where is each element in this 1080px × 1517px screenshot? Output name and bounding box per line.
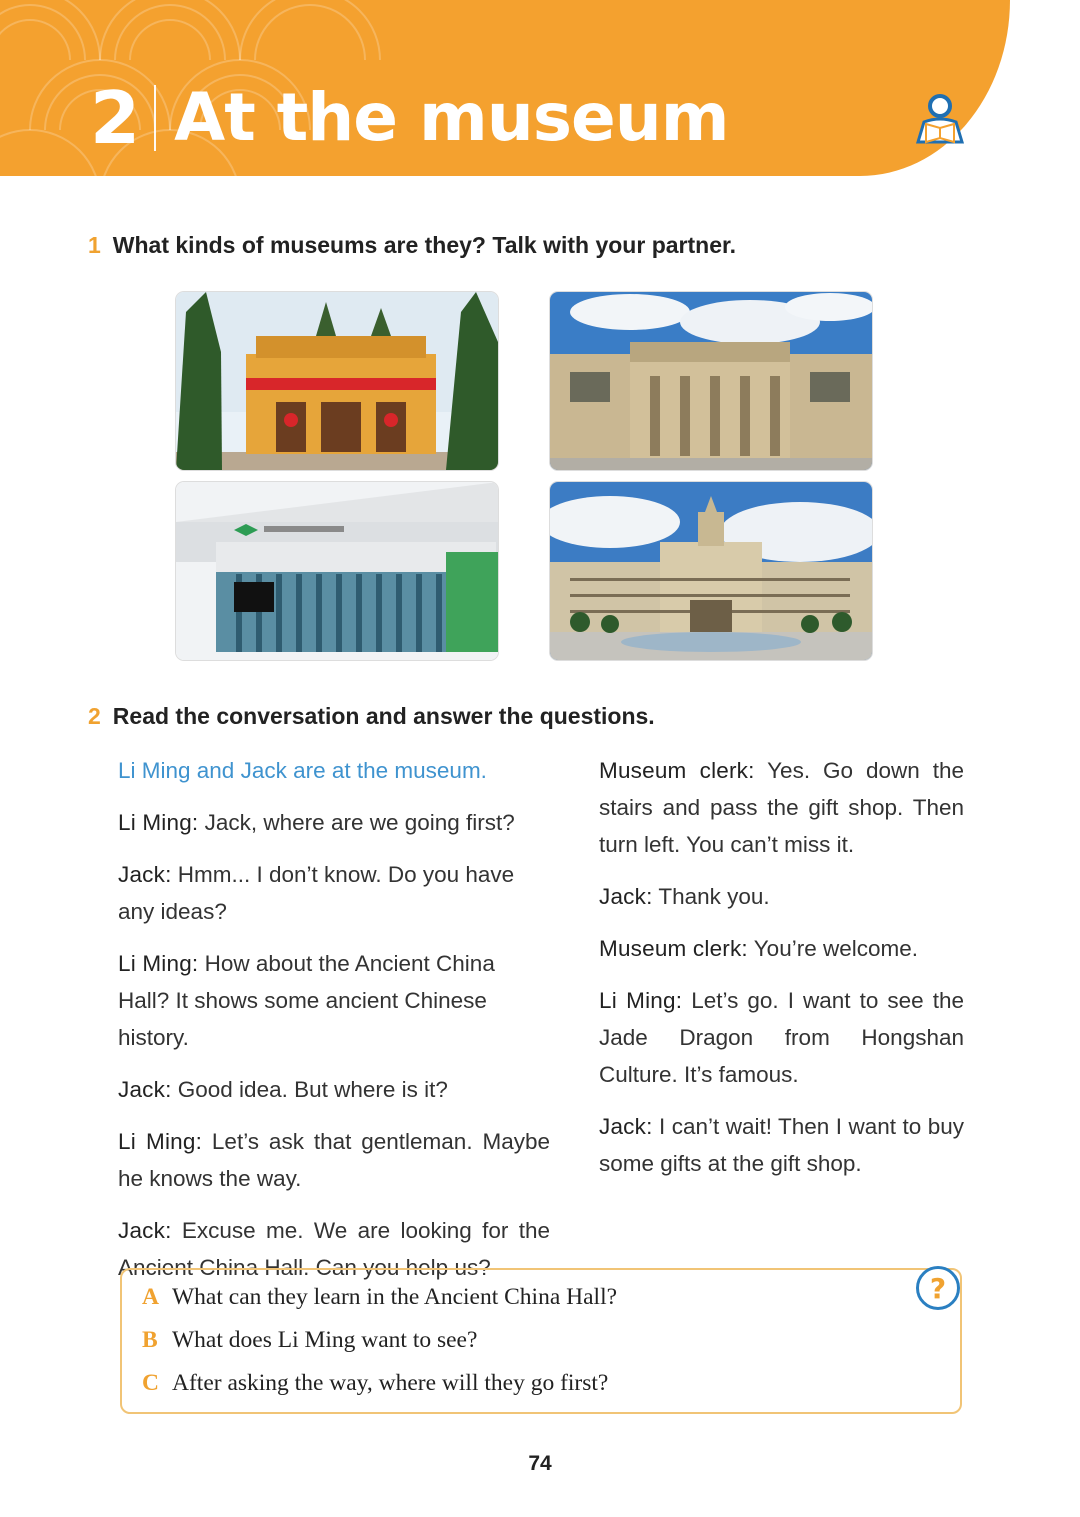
line-text: Yes. Go down the stairs and pass the gift shop. Then turn left. You can’t miss it. — [599, 758, 964, 857]
line-text: Jack, where are we going first? — [198, 810, 515, 835]
page-number: 74 — [528, 1452, 552, 1475]
exercise-2-number: 2 — [88, 703, 101, 729]
reading-person-icon — [912, 92, 968, 148]
question-item — [142, 1284, 617, 1311]
dialogue-line — [118, 804, 550, 841]
museum-photo-traditional-building — [176, 292, 498, 470]
unit-title: At the museum — [174, 79, 729, 156]
line-text: You’re welcome. — [747, 936, 918, 961]
speaker-name: Li Ming: — [118, 810, 199, 835]
museum-photo-modern-glass-building — [176, 482, 498, 660]
speaker-name: Museum clerk: — [599, 758, 755, 783]
unit-header-banner — [0, 0, 1010, 176]
exercise-1-number: 1 — [88, 232, 101, 258]
speaker-name: Li Ming: — [599, 988, 683, 1013]
line-text: I can’t wait! Then I want to buy some gifts at the gift shop. — [599, 1114, 964, 1176]
dialogue-line — [118, 945, 550, 1056]
speaker-name: Jack: — [599, 884, 653, 909]
line-text: Let’s go. I want to see the Jade Dragon from Hongshan Culture. It’s famous. — [599, 988, 964, 1087]
line-text: Excuse me. We are looking for the Ancient China Hall. Can you help us? — [118, 1218, 550, 1280]
dialogue-line — [599, 982, 964, 1093]
unit-number: 2 — [90, 76, 141, 160]
dialogue-left-column — [118, 752, 550, 1301]
question-mark-icon: ? — [916, 1266, 960, 1310]
question-text: What can they learn in the Ancient China Hall? — [172, 1284, 618, 1310]
exercise-2-heading — [88, 703, 655, 730]
question-item — [142, 1370, 608, 1397]
speaker-name: Li Ming: — [118, 1129, 203, 1154]
question-letter: C — [142, 1370, 159, 1396]
question-text: What does Li Ming want to see? — [172, 1327, 478, 1353]
speaker-name: Jack: — [118, 1077, 172, 1102]
museum-photo-tower-building — [550, 482, 872, 660]
dialogue-intro: Li Ming and Jack are at the museum. — [118, 758, 487, 783]
line-text: Good idea. But where is it? — [171, 1077, 448, 1102]
dialogue-line — [118, 856, 550, 930]
dialogue-line — [118, 1123, 550, 1197]
question-letter: A — [142, 1284, 159, 1310]
dialogue-right-column — [599, 752, 964, 1197]
question-item — [142, 1327, 477, 1354]
speaker-name: Jack: — [118, 1218, 172, 1243]
speaker-name: Jack: — [599, 1114, 653, 1139]
speaker-name: Jack: — [118, 862, 172, 887]
question-text: After asking the way, where will they go first? — [172, 1370, 609, 1396]
title-divider — [154, 85, 156, 151]
speaker-name: Li Ming: — [118, 951, 199, 976]
exercise-1-instruction: What kinds of museums are they? Talk with your partner. — [112, 232, 737, 258]
dialogue-line — [599, 752, 964, 863]
exercise-1-heading — [88, 232, 736, 259]
line-text: How about the Ancient China Hall? It shows some ancient Chinese history. — [118, 951, 495, 1050]
dialogue-line — [599, 878, 964, 915]
question-letter: B — [142, 1327, 158, 1353]
dialogue-line — [599, 930, 964, 967]
dialogue-line — [599, 1108, 964, 1182]
museum-photo-classical-building — [550, 292, 872, 470]
line-text: Thank you. — [652, 884, 770, 909]
speaker-name: Museum clerk: — [599, 936, 748, 961]
line-text: Hmm... I don’t know. Do you have any ideas? — [118, 862, 515, 924]
line-text: Let’s ask that gentleman. Maybe he knows the way. — [118, 1129, 550, 1191]
exercise-2-instruction: Read the conversation and answer the questions. — [112, 703, 655, 729]
dialogue-line — [118, 1071, 550, 1108]
